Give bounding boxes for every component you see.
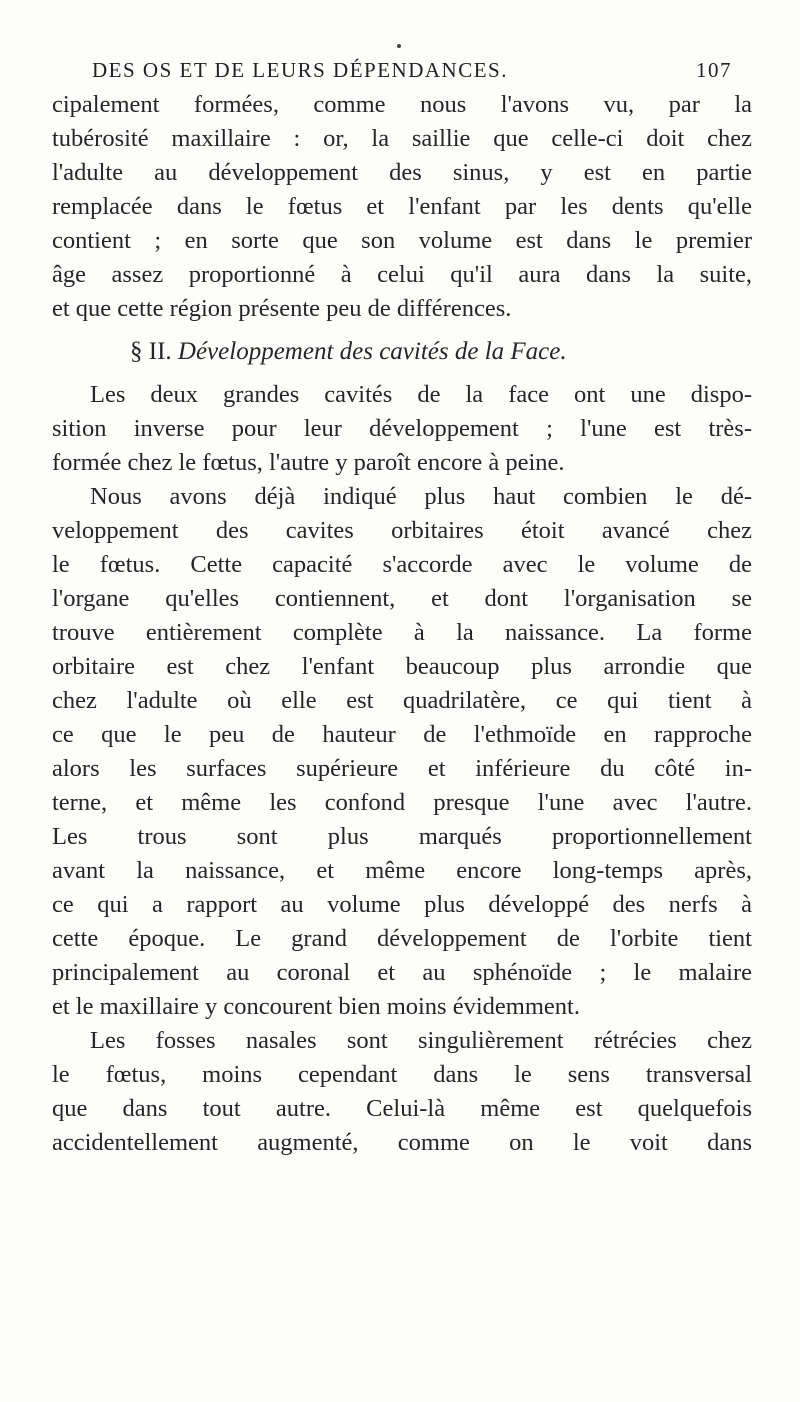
text-line: l'organe qu'elles contiennent, et dont l'organisation se <box>52 585 752 612</box>
text-line: cipalement formées, comme nous l'avons vu, par la <box>52 91 752 118</box>
text-line: sition inverse pour leur développement ; l'une est très- <box>52 415 752 442</box>
text-line: que dans tout autre. Celui-là même est quelquefois <box>52 1095 752 1122</box>
text-line: et le maxillaire y concourent bien moins évidemment. <box>52 993 580 1020</box>
text-line: terne, et même les confond presque l'une avec l'autre. <box>52 789 752 816</box>
running-head <box>92 58 732 88</box>
section-title: Développement des cavités de la Face. <box>177 338 567 365</box>
paragraph-2 <box>52 378 752 480</box>
ink-speck <box>397 44 401 48</box>
text-line: ce que le peu de hauteur de l'ethmoïde en rapproche <box>52 721 752 748</box>
running-head-title: DES OS ET DE LEURS DÉPENDANCES. <box>92 58 508 82</box>
text-line: le fœtus, moins cependant dans le sens transversal <box>52 1061 752 1088</box>
text-line: formée chez le fœtus, l'autre y paroît encore à peine. <box>52 449 565 476</box>
paragraph-4 <box>52 1024 752 1160</box>
text-line: âge assez proportionné à celui qu'il aura dans la suite, <box>52 261 752 288</box>
text-line: le fœtus. Cette capacité s'accorde avec le volume de <box>52 551 752 578</box>
page-number: 107 <box>696 58 732 82</box>
text-line: Nous avons déjà indiqué plus haut combien le dé- <box>90 483 752 510</box>
text-line: trouve entièrement complète à la naissance. La forme <box>52 619 752 646</box>
text-line: ce qui a rapport au volume plus développé des nerfs à <box>52 891 752 918</box>
text-line: alors les surfaces supérieure et inférieure du côté in- <box>52 755 752 782</box>
text-line: l'adulte au développement des sinus, y est en partie <box>52 159 752 186</box>
text-line: Les deux grandes cavités de la face ont une dispo- <box>90 381 752 408</box>
section-heading <box>52 326 752 378</box>
text-line: cette époque. Le grand développement de l'orbite tient <box>52 925 752 952</box>
text-line: tubérosité maxillaire : or, la saillie que celle-ci doit chez <box>52 125 752 152</box>
text-line: Les fosses nasales sont singulièrement rétrécies chez <box>90 1027 752 1054</box>
paragraph-1 <box>52 88 752 326</box>
text-line: avant la naissance, et même encore long-temps après, <box>52 857 752 884</box>
text-line: veloppement des cavites orbitaires étoit avancé chez <box>52 517 752 544</box>
text-line: contient ; en sorte que son volume est dans le premier <box>52 227 752 254</box>
paragraph-3 <box>52 480 752 1024</box>
text-line: principalement au coronal et au sphénoïde ; le malaire <box>52 959 752 986</box>
body-text <box>52 88 752 1160</box>
text-line: chez l'adulte où elle est quadrilatère, ce qui tient à <box>52 687 752 714</box>
text-line: et que cette région présente peu de différences. <box>52 295 512 322</box>
text-line: accidentellement augmenté, comme on le voit dans <box>52 1129 752 1156</box>
text-line: orbitaire est chez l'enfant beaucoup plus arrondie que <box>52 653 752 680</box>
section-number: § II. <box>130 338 172 365</box>
text-line: Les trous sont plus marqués proportionnellement <box>52 823 752 850</box>
text-line: remplacée dans le fœtus et l'enfant par les dents qu'elle <box>52 193 752 220</box>
